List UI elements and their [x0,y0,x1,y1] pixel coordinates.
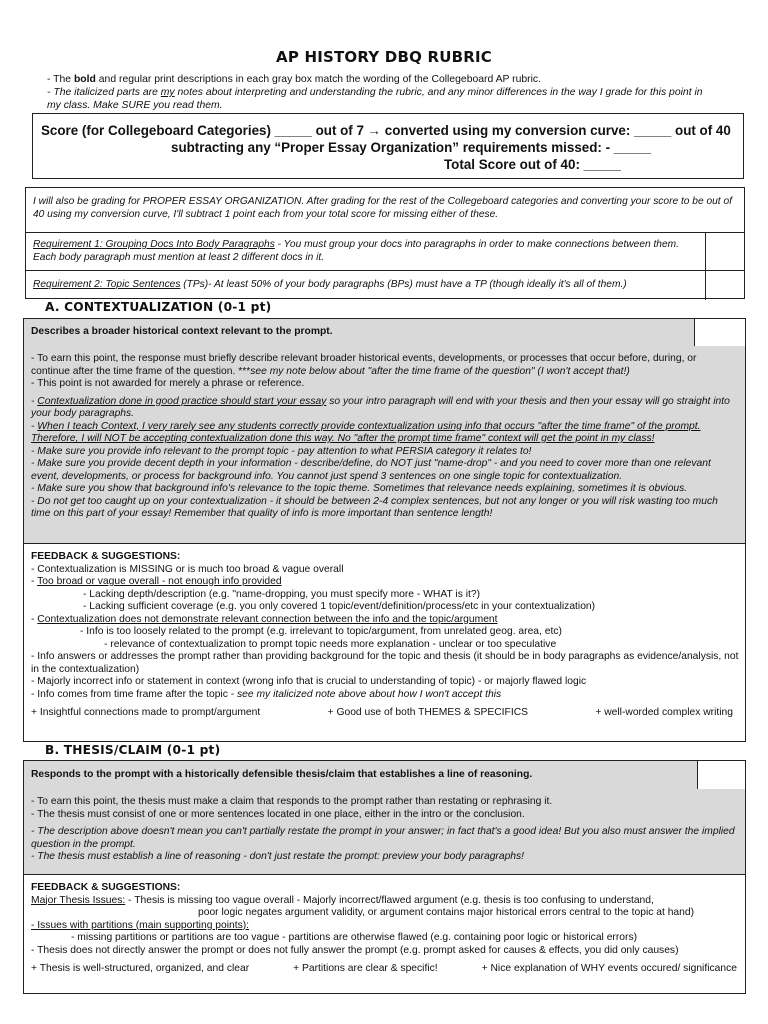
contextualization-point-box[interactable] [694,319,745,346]
score-line-subtract: subtracting any “Proper Essay Organization” requirements missed: - _____ [171,140,651,155]
requirement-1-row [26,232,744,271]
requirement-1-text [33,239,703,264]
requirement-1-title: Requirement 1: Grouping Docs Into Body Paragraphs [33,239,275,250]
feedback-item: - Contextualization does not demonstrate relevant connection between the info and the topic/argument [31,613,498,625]
strengths-row [31,963,739,976]
requirement-2-desc: At least 50% of your body paragraphs (BPs) must have a TP (though ideally it's all of them.) [214,279,627,290]
contextualization-earn [31,353,737,378]
requirement-2-text [33,279,703,292]
strength-item: + Good use of both THEMES & SPECIFICS [327,707,528,718]
intro-line-bold-note [47,73,717,86]
thesis-criterion: Responds to the prompt with a historically defensible thesis/claim that establishes a line of reasoning. [31,769,533,780]
feedback-subheading: - Issues with partitions (main supporting points): [31,919,250,931]
feedback-subheading: Contextualization does not demonstrate relevant connection between the info and the topic/argument [37,613,498,625]
contextualization-heading: A. CONTEXTUALIZATION (0-1 pt) [45,300,272,314]
intro-bold-word: bold [73,74,96,85]
feedback-subheading: Major Thesis Issues: [31,894,126,906]
score-line-collegeboard: Score (for Collegeboard Categories) _____ out of 7 → converted using my conversion curve: _____ out of 40 [41,123,731,138]
strength-item: + well-worded complex writing [595,707,733,718]
contextualization-criterion-bar [24,319,745,347]
contextualization-note-4: - Make sure you provide decent depth in your information - describe/define, do NOT just "name-drop" - and you need to cover more than one relevant event, developments, or process for background info. You cannot just spend 3 sentences on one single topic for contextualization. [31,458,711,482]
strength-item: + Thesis is well-structured, organized, and clear [31,963,250,974]
contextualization-description [24,346,745,544]
contextualization-note-5: - Make sure you show that background info's relevance to the topic theme. Sometimes that relevance needs explaining, sometimes it is obvious. [31,483,688,494]
thesis-box [23,760,746,994]
thesis-note-1: - The description above doesn't mean you can't partially restate the prompt in your answer; in fact that's a good idea! But you also must answer the implied question in the prompt. [31,826,735,850]
intro-text: - The [47,74,74,85]
feedback-text: - Info comes from time frame after the topic - [31,688,238,700]
intro-text: notes about interpreting and understanding the rubric, and any minor differences in the way I grade for this point in my class. Make SURE you read them. [47,87,703,111]
contextualization-not-awarded: - This point is not awarded for merely a phrase or reference. [31,378,305,389]
requirement-2-row [26,270,744,300]
intro-line-italic-note [47,86,717,112]
feedback-item: - Info answers or addresses the prompt rather than providing background for the topic and thesis (it should be in body paragraphs as evidence/analysis, not in the contextualization) [31,651,739,675]
organization-box [25,187,745,299]
earn-text: - To earn this point, the response must briefly describe relevant broader historical events, developments, or processes that occur before, during, or continue after the time frame of the question. *** [31,353,697,377]
intro-my-word: my [160,87,175,98]
feedback-note: see my italicized note above about how I won't accept this [237,688,502,700]
score-box [32,113,744,179]
note-1-underlined: Contextualization done in good practice should start your essay [37,395,327,407]
requirement-1-checkbox[interactable] [705,233,744,271]
thesis-criterion-bar [24,761,745,790]
requirement-2-abbrev: (TPs)- [180,279,215,290]
score-line-total: Total Score out of 40: _____ [444,157,621,172]
thesis-feedback [31,882,739,976]
feedback-item [31,895,739,908]
contextualization-note-2: - When I teach Context, I very rarely see any students correctly provide contextualization using info that occurs "after the time frame" of the prompt. Therefore, I will NOT be accepting contextualization done this way. No "after the prompt time frame" context will get the point in my class! [31,420,701,444]
intro-text: and regular print descriptions in each gray box match the wording of the Collegeboard AP rubric. [95,74,542,85]
feedback-item: - Contextualization is MISSING or is much too broad & vague overall [31,563,344,575]
organization-note: I will also be grading for PROPER ESSAY ORGANIZATION. After grading for the rest of the Collegeboard categories and converting your score to be out of 40 using my conversion curve, I'll subtract 1 point each from your total score for missing either of these. [33,196,732,220]
strengths-row [31,707,739,720]
feedback-text: - Thesis is missing too vague overall - Majorly incorrect/flawed argument (e.g. thesis is too confusing to understand, [125,894,654,906]
thesis-point-box[interactable] [697,761,745,789]
contextualization-box [23,318,746,742]
thesis-earn-2: - The thesis must consist of one or more sentences located in one place, either in the intro or the conclusion. [31,808,525,820]
requirement-2-checkbox[interactable] [705,271,744,300]
feedback-subitem: - Lacking sufficient coverage (e.g. you only covered 1 topic/event/definition/process/etc in your contextualization) [83,601,596,612]
feedback-item: - Too broad or vague overall - not enough info provided [31,576,282,587]
thesis-heading: B. THESIS/CLAIM (0-1 pt) [45,743,221,757]
note-1-text: so your intro paragraph will end with your thesis and then your essay will go straight into your body paragraphs. [31,395,730,419]
thesis-description [24,789,745,875]
feedback-subitem: poor logic negates argument validity, or argument contains major historical errors central to the topic at hand) [198,907,695,918]
page-title: AP HISTORY DBQ RUBRIC [276,48,492,66]
strength-item: + Nice explanation of WHY events occured/ significance [481,963,737,974]
feedback-subheading: Too broad or vague overall - not enough info provided [37,576,282,587]
contextualization-note-3: - Make sure you provide info relevant to the prompt topic - pay attention to what PERSIA category it relates to! [31,445,532,457]
feedback-subitem: - relevance of contextualization to prompt topic needs more explanation - unclear or too speculative [104,638,557,650]
note-2-underlined: When I teach Context, I very rarely see any students correctly provide contextualization using info that occurs "after the time frame" of the prompt. Therefore, I will NOT be accepting contextualization done this way. No "after the prompt time frame" context will get the point in my class! [31,420,701,444]
contextualization-feedback [31,551,739,720]
contextualization-criterion: Describes a broader historical context relevant to the prompt. [31,326,333,337]
requirement-1-desc: - You must group your docs into paragraphs in order to make connections between them. Each body paragraph must mention at least 2 different docs in it. [33,239,679,263]
thesis-note-2: - The thesis must establish a line of reasoning - don't just restate the prompt: preview your body paragraphs! [31,851,525,862]
feedback-title: FEEDBACK & SUGGESTIONS: [31,551,181,562]
intro-text: - The italicized parts are [47,87,161,98]
feedback-item [31,920,739,933]
feedback-subitem: - Info is too loosely related to the prompt (e.g. irrelevant to topic/argument, from unrelated geog. area, etc) [80,626,562,637]
strength-item: + Insightful connections made to prompt/argument [31,707,261,718]
feedback-title: FEEDBACK & SUGGESTIONS: [31,882,181,893]
contextualization-note-1: - Contextualization done in good practice should start your essay so your intro paragraph will end with your thesis and then your essay will go straight into your body paragraphs. [31,395,730,419]
feedback-subitem: - missing partitions or partitions are too vague - partitions are otherwise flawed (e.g. containing poor logic or historical errors) [71,932,638,943]
thesis-earn-1: - To earn this point, the thesis must make a claim that responds to the prompt rather than restating or rephrasing it. [31,796,553,807]
feedback-item [31,689,739,702]
requirement-2-title: Requirement 2: Topic Sentences [33,279,181,290]
strength-item: + Partitions are clear & specific! [293,963,438,974]
intro-notes [47,73,717,112]
feedback-item: - Majorly incorrect info or statement in context (wrong info that is crucial to understanding of topic) - or majorly flawed logic [31,676,587,687]
feedback-subitem: - Lacking depth/description (e.g. "name-dropping, you must specify more - WHAT is it?) [83,588,481,600]
contextualization-note-6: - Do not get too caught up on your contextualization - it should be between 2-4 complex sentences, but not any longer or you will risk wasting too much time on this part of your essay! Remember that quality of info is more important than sentence length! [31,495,718,519]
feedback-item: - Thesis does not directly answer the prompt or does not fully answer the prompt (e.g. prompt asked for causes & effects, you did only causes) [31,944,679,956]
earn-note: see my note below about "after the time frame of the question" (I won't accept that!) [250,365,630,377]
